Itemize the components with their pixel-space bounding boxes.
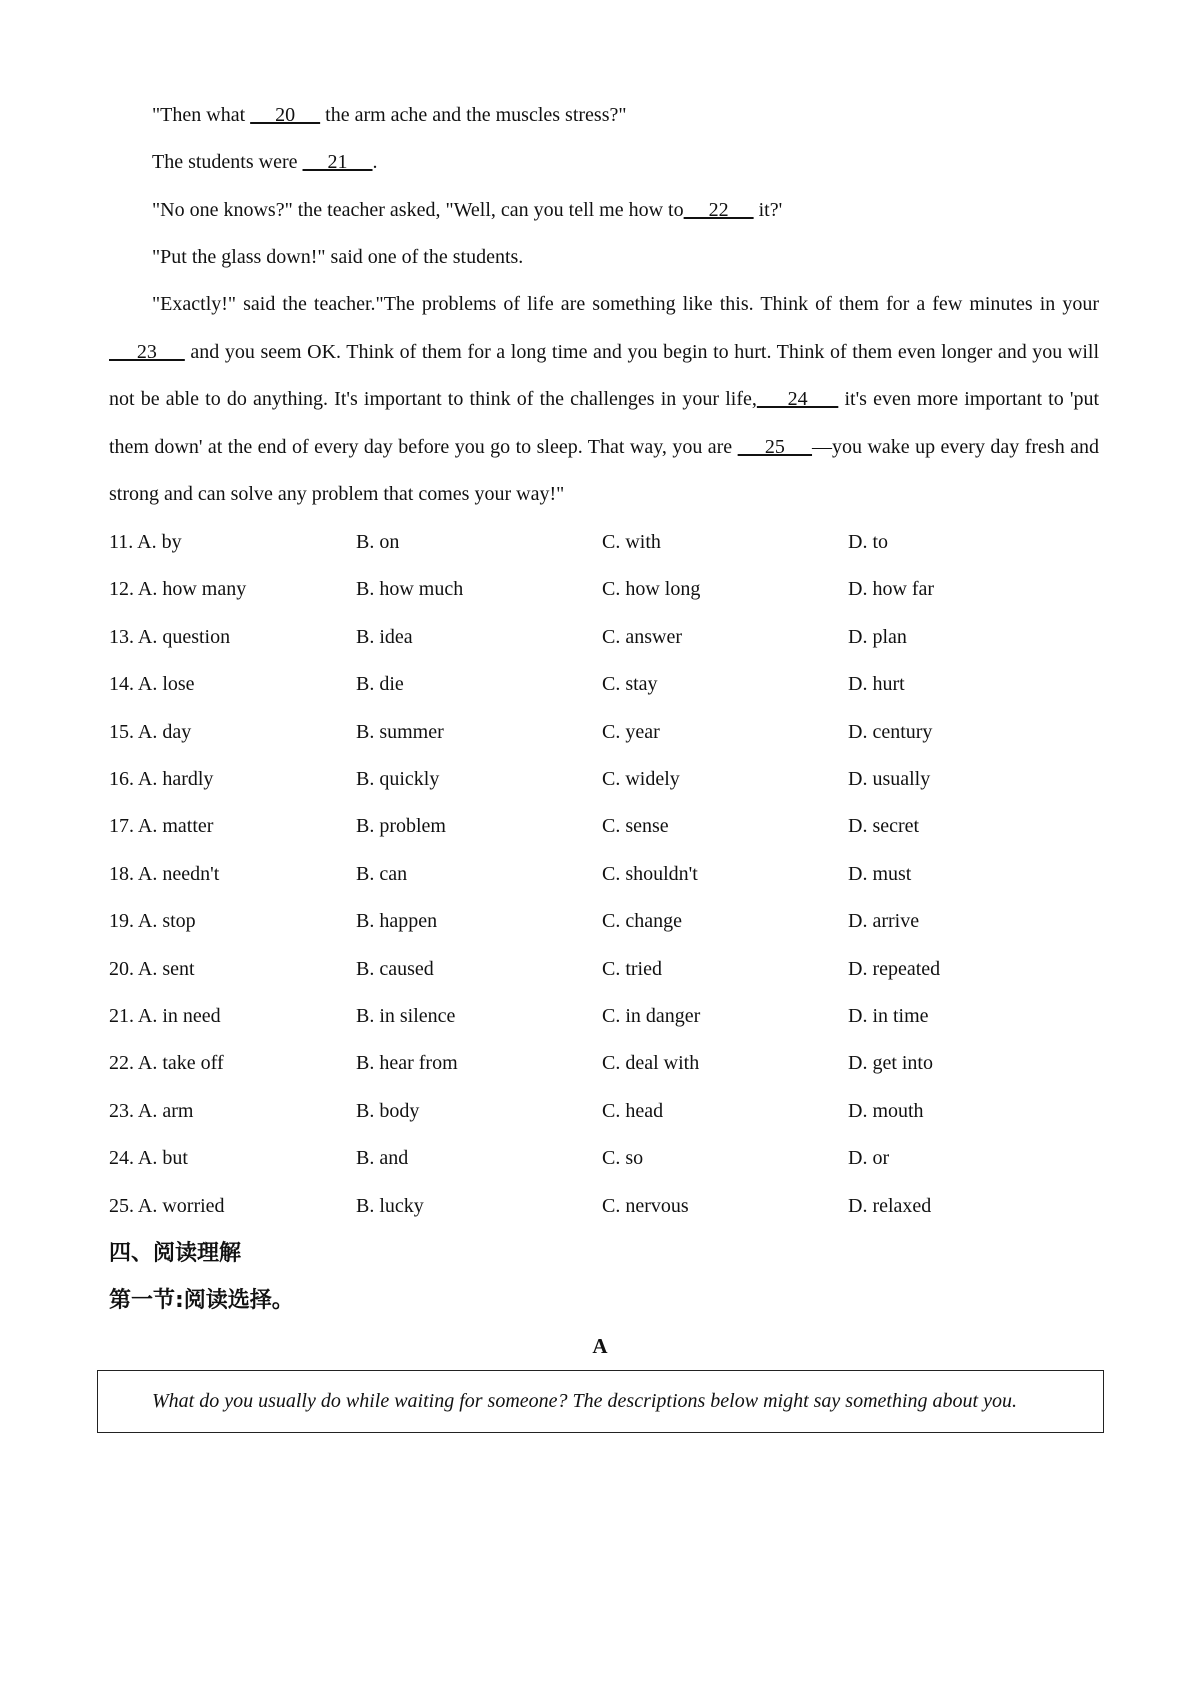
option-row (109, 859, 1099, 889)
option-a: 13. A. question (109, 625, 231, 648)
option-d: D. in time (848, 1005, 929, 1027)
option-c: C. tried (602, 957, 662, 980)
option-d: D. relaxed (848, 1194, 932, 1217)
text-segment: "No one knows?" the teacher asked, "Well, can you tell me how to (152, 199, 684, 221)
blank-24: 24 (756, 388, 839, 410)
option-row (109, 1001, 1099, 1031)
text-segment: —you wake up every day fresh and strong and can solve any problem that comes your way!" (109, 435, 1100, 505)
section-heading: 四、阅读理解 (109, 1241, 242, 1266)
option-c: C. sense (602, 815, 669, 838)
option-a: 19. A. stop (109, 910, 196, 933)
option-b: B. hear from (356, 1052, 458, 1075)
option-a: 14. A. lose (109, 673, 195, 696)
option-b: B. die (356, 673, 404, 696)
option-b: B. in silence (356, 1005, 456, 1027)
option-d: D. century (848, 720, 933, 743)
option-d: D. must (848, 862, 912, 885)
option-b: B. how much (356, 578, 464, 601)
passage-line-21 (109, 139, 1099, 187)
option-row (109, 527, 1099, 557)
option-b: B. caused (356, 957, 434, 980)
section-subheading: 第一节:阅读选择。 (109, 1288, 294, 1313)
option-c: C. widely (602, 768, 680, 790)
option-c: C. head (602, 1099, 664, 1122)
option-a: 24. A. but (109, 1147, 188, 1170)
option-d: D. usually (848, 768, 931, 790)
option-d: D. secret (848, 815, 920, 838)
option-d: D. hurt (848, 673, 905, 696)
option-b: B. problem (356, 815, 446, 838)
passage-line-22 (109, 187, 1099, 235)
option-a: 23. A. arm (109, 1099, 194, 1122)
option-a: 20. A. sent (109, 957, 195, 980)
text-segment: "Then what (152, 104, 251, 126)
passage-label: A (592, 1334, 608, 1358)
option-d: D. mouth (848, 1099, 924, 1122)
option-b: B. quickly (356, 768, 440, 790)
option-row (109, 574, 1099, 604)
option-row (109, 717, 1099, 747)
option-b: B. lucky (356, 1194, 424, 1217)
blank-25: 25 (737, 435, 813, 458)
option-c: C. stay (602, 673, 658, 696)
option-b: B. summer (356, 720, 444, 743)
option-c: C. deal with (602, 1052, 700, 1075)
option-c: C. so (602, 1147, 644, 1170)
option-a: 18. A. needn't (109, 862, 220, 885)
blank-21: 21 (302, 151, 373, 173)
option-b: B. happen (356, 910, 438, 933)
option-b: B. can (356, 862, 408, 885)
option-c: C. how long (602, 578, 701, 601)
passage-paragraph-final (109, 281, 1099, 519)
option-row (109, 811, 1099, 841)
option-d: D. arrive (848, 910, 920, 933)
intro-text: What do you usually do while waiting for someone? The descriptions below might say something about you. (152, 1390, 1017, 1412)
option-row (109, 669, 1099, 699)
option-row (109, 1096, 1099, 1126)
passage-line-put-down: "Put the glass down!" said one of the students. (152, 246, 524, 268)
option-row (109, 622, 1099, 652)
option-d: D. to (848, 531, 888, 553)
option-d: D. how far (848, 578, 935, 601)
option-c: C. in danger (602, 1005, 701, 1027)
option-row (109, 906, 1099, 936)
option-a: 12. A. how many (109, 578, 247, 601)
option-row (109, 954, 1099, 984)
option-a: 11. A. by (109, 531, 182, 553)
text-segment: the arm ache and the muscles stress?" (320, 104, 627, 126)
option-c: C. change (602, 910, 682, 933)
option-a: 16. A. hardly (109, 768, 214, 790)
option-a: 21. A. in need (109, 1005, 221, 1027)
option-c: C. answer (602, 625, 682, 648)
passage-line-20 (109, 92, 1099, 140)
option-row (109, 1191, 1099, 1221)
text-segment: . (372, 151, 378, 173)
option-a: 25. A. worried (109, 1194, 225, 1217)
option-row (109, 1048, 1099, 1078)
text-segment: it's even more important to 'put them down' at the end of every day before you go to sleep. That way, you are (109, 388, 1100, 458)
option-a: 15. A. day (109, 720, 192, 743)
option-d: D. get into (848, 1052, 933, 1075)
blank-20: 20 (250, 104, 321, 126)
option-c: C. year (602, 720, 660, 743)
option-d: D. or (848, 1147, 890, 1170)
option-row (109, 1143, 1099, 1173)
text-segment: it?' (753, 199, 783, 221)
blank-22: 22 (683, 199, 754, 221)
option-c: C. shouldn't (602, 862, 698, 885)
option-b: B. and (356, 1147, 409, 1170)
option-c: C. nervous (602, 1194, 689, 1217)
text-segment: The students were (152, 151, 303, 173)
option-b: B. body (356, 1099, 420, 1122)
option-b: B. idea (356, 625, 413, 648)
option-a: 22. A. take off (109, 1052, 224, 1075)
blank-23: 23 (109, 340, 185, 363)
option-b: B. on (356, 531, 400, 553)
option-a: 17. A. matter (109, 815, 214, 838)
intro-box (97, 1370, 1104, 1433)
text-segment: "Exactly!" said the teacher."The problems of life are something like this. Think of them for a few minutes in your (152, 293, 1099, 315)
option-c: C. with (602, 531, 661, 553)
text-segment: and you seem OK. Think of them for a long time and you begin to hurt. Think of them even longer and you will not be able to do anything. It's important to think of the challenges in your life, (109, 340, 1099, 410)
option-d: D. repeated (848, 957, 941, 980)
option-d: D. plan (848, 625, 907, 648)
option-row (109, 764, 1099, 794)
